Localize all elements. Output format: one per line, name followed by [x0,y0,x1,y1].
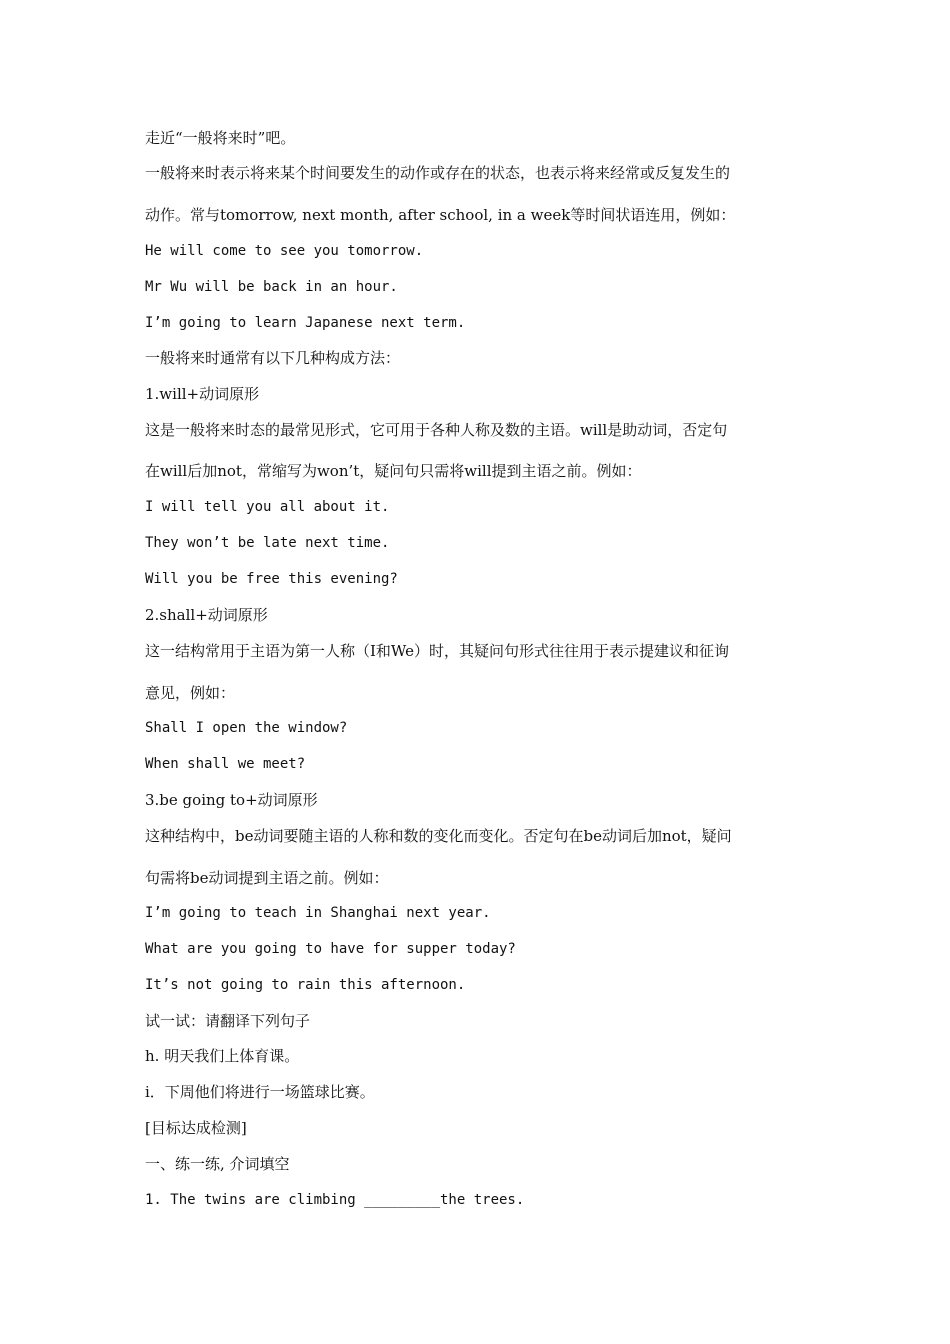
line-intro-title: 走近“一般将来时”吧。 [145,129,296,147]
line-example-3: I’m going to learn Japanese next term. [145,315,466,331]
line-method-3-heading: 3.be going to+动词原形 [145,791,318,809]
line-section-heading: [目标达成检测] [145,1119,247,1137]
line-translate-h: h. 明天我们上体育课。 [145,1047,300,1065]
line-method-2-heading: 2.shall+动词原形 [145,606,268,624]
line-example-10: What are you going to have for supper today? [145,941,516,957]
line-example-9: I’m going to teach in Shanghai next year. [145,905,491,921]
line-try-heading: 试一试：请翻译下列句子 [145,1012,311,1030]
line-method-1-desc-2: 在will后加not，常缩写为won’t，疑问句只需将will提到主语之前。例如： [145,462,642,480]
line-exercise-heading: 一、练一练, 介词填空 [145,1155,290,1173]
line-method-1-heading: 1.will+动词原形 [145,385,260,403]
line-definition-1: 一般将来时表示将来某个时间要发生的动作或存在的状态，也表示将来经常或反复发生的 [145,164,731,182]
line-definition-2: 动作。常与tomorrow, next month, after school, in a week等时间状语连用，例如： [145,206,736,224]
line-method-1-desc-1: 这是一般将来时态的最常见形式，它可用于各种人称及数的主语。will是助动词，否定句 [145,421,728,439]
line-exercise-1: 1. The twins are climbing _________the trees. [145,1192,525,1208]
line-methods-heading: 一般将来时通常有以下几种构成方法： [145,349,401,367]
line-translate-i: i．下周他们将进行一场篮球比赛。 [145,1083,375,1101]
line-example-5: They won’t be late next time. [145,535,390,551]
line-example-2: Mr Wu will be back in an hour. [145,279,398,295]
line-method-3-desc-2: 句需将be动词提到主语之前。例如： [145,869,389,887]
line-example-11: It’s not going to rain this afternoon. [145,977,466,993]
line-example-4: I will tell you all about it. [145,499,390,515]
line-example-1: He will come to see you tomorrow. [145,243,424,259]
line-method-2-desc-1: 这一结构常用于主语为第一人称（I和We）时，其疑问句形式往往用于表示提建议和征询 [145,642,730,660]
line-method-2-desc-2: 意见，例如： [145,684,236,702]
line-method-3-desc-1: 这种结构中，be动词要随主语的人称和数的变化而变化。否定句在be动词后加not，疑问 [145,827,732,845]
line-example-8: When shall we meet? [145,756,306,772]
line-example-7: Shall I open the window? [145,720,348,736]
line-example-6: Will you be free this evening? [145,571,398,587]
